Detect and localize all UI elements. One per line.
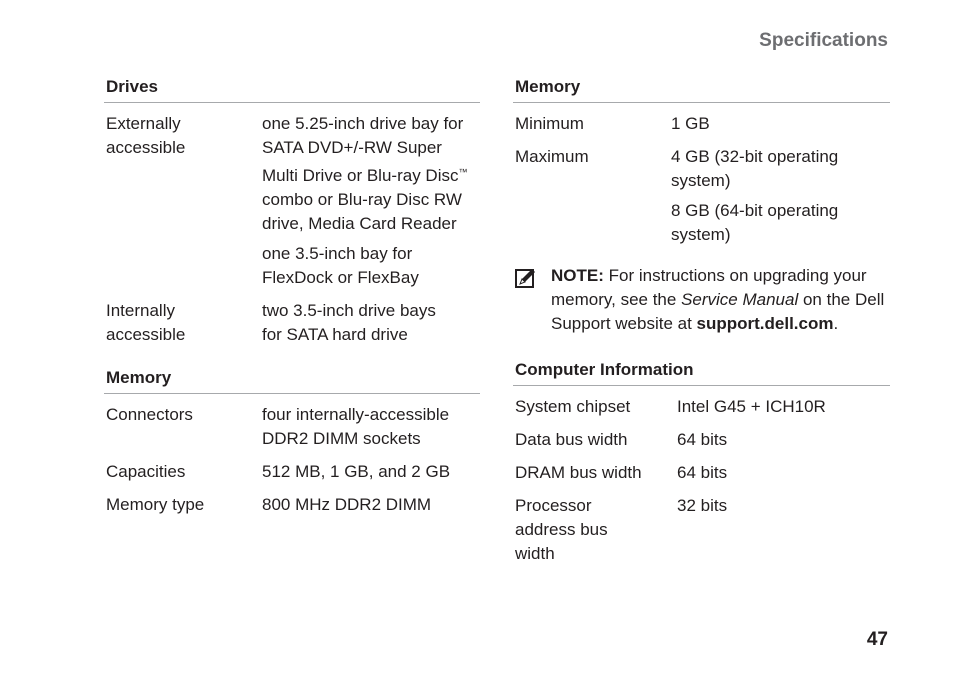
spec-value: 8 GB (64-bit operating system)	[671, 201, 839, 244]
support-link[interactable]: support.dell.com	[696, 314, 834, 333]
spec-label: System chipset	[515, 397, 631, 416]
spec-row	[515, 145, 890, 247]
spec-label: Memory type	[106, 495, 205, 514]
spec-row	[515, 461, 890, 485]
drives-section-title: Drives	[104, 76, 480, 103]
memory-section-right	[515, 76, 890, 247]
pencil-note-icon	[515, 264, 551, 336]
memory-section-title: Memory	[513, 76, 890, 103]
spec-value: Intel G45 + ICH10R	[677, 397, 826, 416]
drives-section	[106, 76, 480, 347]
spec-row	[515, 428, 890, 452]
spec-label: Connectors	[106, 405, 193, 424]
spec-label: Processor address bus width	[515, 496, 608, 563]
computer-info-section-title: Computer Information	[513, 359, 890, 386]
note-text: NOTE: For instructions on upgrading your memory, see the Service Manual on the Dell Support website at support.dell.com.	[551, 266, 885, 333]
spec-row	[515, 395, 890, 419]
spec-value: 4 GB (32-bit operating system)	[671, 147, 839, 190]
left-column	[106, 76, 480, 517]
spec-label: Data bus width	[515, 430, 628, 449]
spec-label: Internally accessible	[106, 301, 186, 344]
memory-section-title: Memory	[104, 367, 480, 394]
spec-value: 512 MB, 1 GB, and 2 GB	[262, 462, 451, 481]
spec-value: two 3.5-inch drive bays for SATA hard drive	[262, 301, 436, 344]
spec-value: 64 bits	[677, 463, 728, 482]
spec-label: DRAM bus width	[515, 463, 642, 482]
spec-row	[106, 112, 480, 290]
page-number: 47	[866, 629, 888, 650]
spec-row	[106, 299, 480, 347]
spec-label: Externally accessible	[106, 114, 186, 157]
page-header-title: Specifications	[759, 30, 888, 51]
spec-label: Minimum	[515, 114, 584, 133]
memory-section-left	[106, 367, 480, 517]
computer-info-section	[515, 359, 890, 566]
spec-value: 800 MHz DDR2 DIMM	[262, 495, 432, 514]
note-block	[515, 264, 890, 336]
spec-row	[515, 112, 890, 136]
spec-label: Capacities	[106, 462, 186, 481]
spec-value: four internally-accessible DDR2 DIMM sockets	[262, 405, 450, 448]
spec-row	[106, 403, 480, 451]
spec-row	[106, 493, 480, 517]
spec-row	[515, 494, 890, 566]
spec-row	[106, 460, 480, 484]
spec-value: 64 bits	[677, 430, 728, 449]
spec-value: 32 bits	[677, 496, 728, 515]
right-column	[515, 76, 890, 566]
spec-label: Maximum	[515, 147, 589, 166]
spec-value: one 5.25-inch drive bay for SATA DVD+/-RW Super Multi Drive or Blu-ray Disc™ combo or Blu-ray Disc RW drive, Media Card Reader	[262, 114, 468, 233]
spec-value: 1 GB	[671, 114, 710, 133]
spec-value: one 3.5-inch bay for FlexDock or FlexBay	[262, 244, 419, 287]
